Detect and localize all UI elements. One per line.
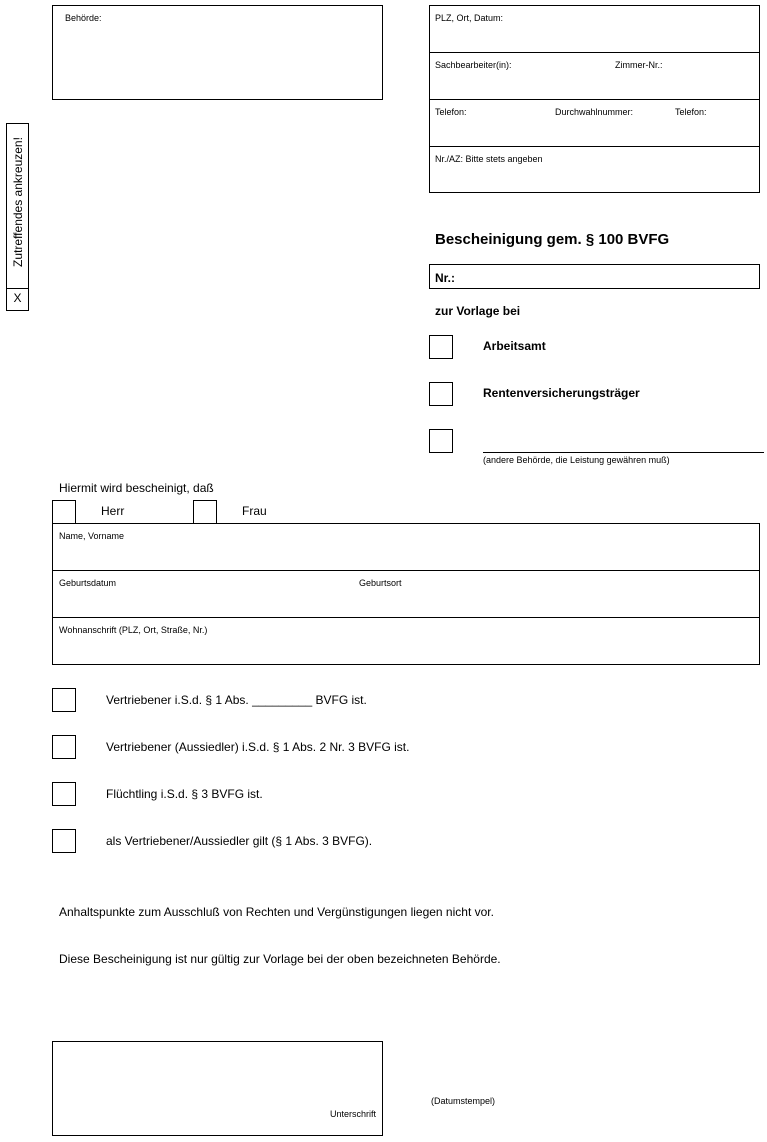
checkbox-frau[interactable] (193, 500, 217, 524)
info-table (429, 5, 760, 193)
wohnanschrift-label: Wohnanschrift (PLZ, Ort, Straße, Nr.) (59, 625, 208, 635)
rentenversicherung-label: Rentenversicherungsträger (483, 386, 640, 400)
checkbox-rentenversicherung[interactable] (429, 382, 453, 406)
name-field[interactable] (53, 524, 759, 571)
status-fluechtling: Flüchtling i.S.d. § 3 BVFG ist. (106, 787, 263, 801)
signature-box[interactable] (52, 1041, 383, 1136)
vorlage-heading: zur Vorlage bei (435, 304, 521, 318)
telefon2-label: Telefon: (675, 107, 707, 117)
durchwahl-label: Durchwahlnummer: (555, 107, 634, 117)
person-table (52, 523, 760, 665)
certify-intro: Hiermit wird bescheinigt, daß (59, 481, 214, 495)
name-label: Name, Vorname (59, 531, 125, 541)
other-authority-caption: (andere Behörde, die Leistung gewähren muß) (483, 455, 670, 465)
plz-ort-datum-label: PLZ, Ort, Datum: (435, 13, 504, 23)
status-gilt-als: als Vertriebener/Aussiedler gilt (§ 1 Abs. 3 BVFG). (106, 834, 373, 848)
tick-instruction-text: Zutreffendes ankreuzen! (10, 137, 25, 267)
checkbox-gilt-als[interactable] (52, 829, 76, 853)
herr-label: Herr (101, 504, 125, 518)
checkbox-other-authority[interactable] (429, 429, 453, 453)
sachbearbeiter-label: Sachbearbeiter(in): (435, 60, 512, 70)
tick-instruction-divider (7, 288, 28, 289)
checkbox-herr[interactable] (52, 500, 76, 524)
date-stamp-label: (Datumstempel) (431, 1096, 496, 1106)
nr-az-label: Nr./AZ: Bitte stets angeben (435, 154, 543, 164)
nr-label: Nr.: (435, 271, 456, 285)
signature-label: Unterschrift (329, 1109, 376, 1119)
frau-label: Frau (242, 504, 267, 518)
statement-exclusion: Anhaltspunkte zum Ausschluß von Rechten und Vergünstigungen liegen nicht vor. (59, 905, 494, 919)
authority-label: Behörde: (65, 13, 102, 23)
checkbox-aussiedler[interactable] (52, 735, 76, 759)
status-vertriebener: Vertriebener i.S.d. § 1 Abs. _________ BVFG ist. (106, 693, 367, 707)
tick-instruction-tab (6, 123, 29, 311)
arbeitsamt-label: Arbeitsamt (483, 339, 546, 353)
nr-az-field[interactable] (430, 147, 759, 193)
birth-field[interactable] (53, 571, 759, 618)
geburtsort-label: Geburtsort (359, 578, 402, 588)
nr-field[interactable] (429, 264, 760, 289)
x-mark: X (13, 291, 22, 305)
geburtsdatum-label: Geburtsdatum (59, 578, 117, 588)
checkbox-vertriebener[interactable] (52, 688, 76, 712)
authority-box[interactable] (52, 5, 383, 100)
statement-validity: Diese Bescheinigung ist nur gültig zur Vorlage bei der oben bezeichneten Behörde. (59, 952, 501, 966)
status-aussiedler: Vertriebener (Aussiedler) i.S.d. § 1 Abs. 2 Nr. 3 BVFG ist. (106, 740, 410, 754)
document-title: Bescheinigung gem. § 100 BVFG (435, 231, 670, 248)
checkbox-arbeitsamt[interactable] (429, 335, 453, 359)
other-authority-line[interactable] (483, 452, 764, 453)
plz-ort-datum-field[interactable] (430, 6, 759, 53)
zimmer-label: Zimmer-Nr.: (615, 60, 663, 70)
address-field[interactable] (53, 618, 759, 665)
telefon-field[interactable] (430, 100, 759, 147)
checkbox-fluechtling[interactable] (52, 782, 76, 806)
telefon-label: Telefon: (435, 107, 467, 117)
sachbearbeiter-field[interactable] (430, 53, 759, 100)
